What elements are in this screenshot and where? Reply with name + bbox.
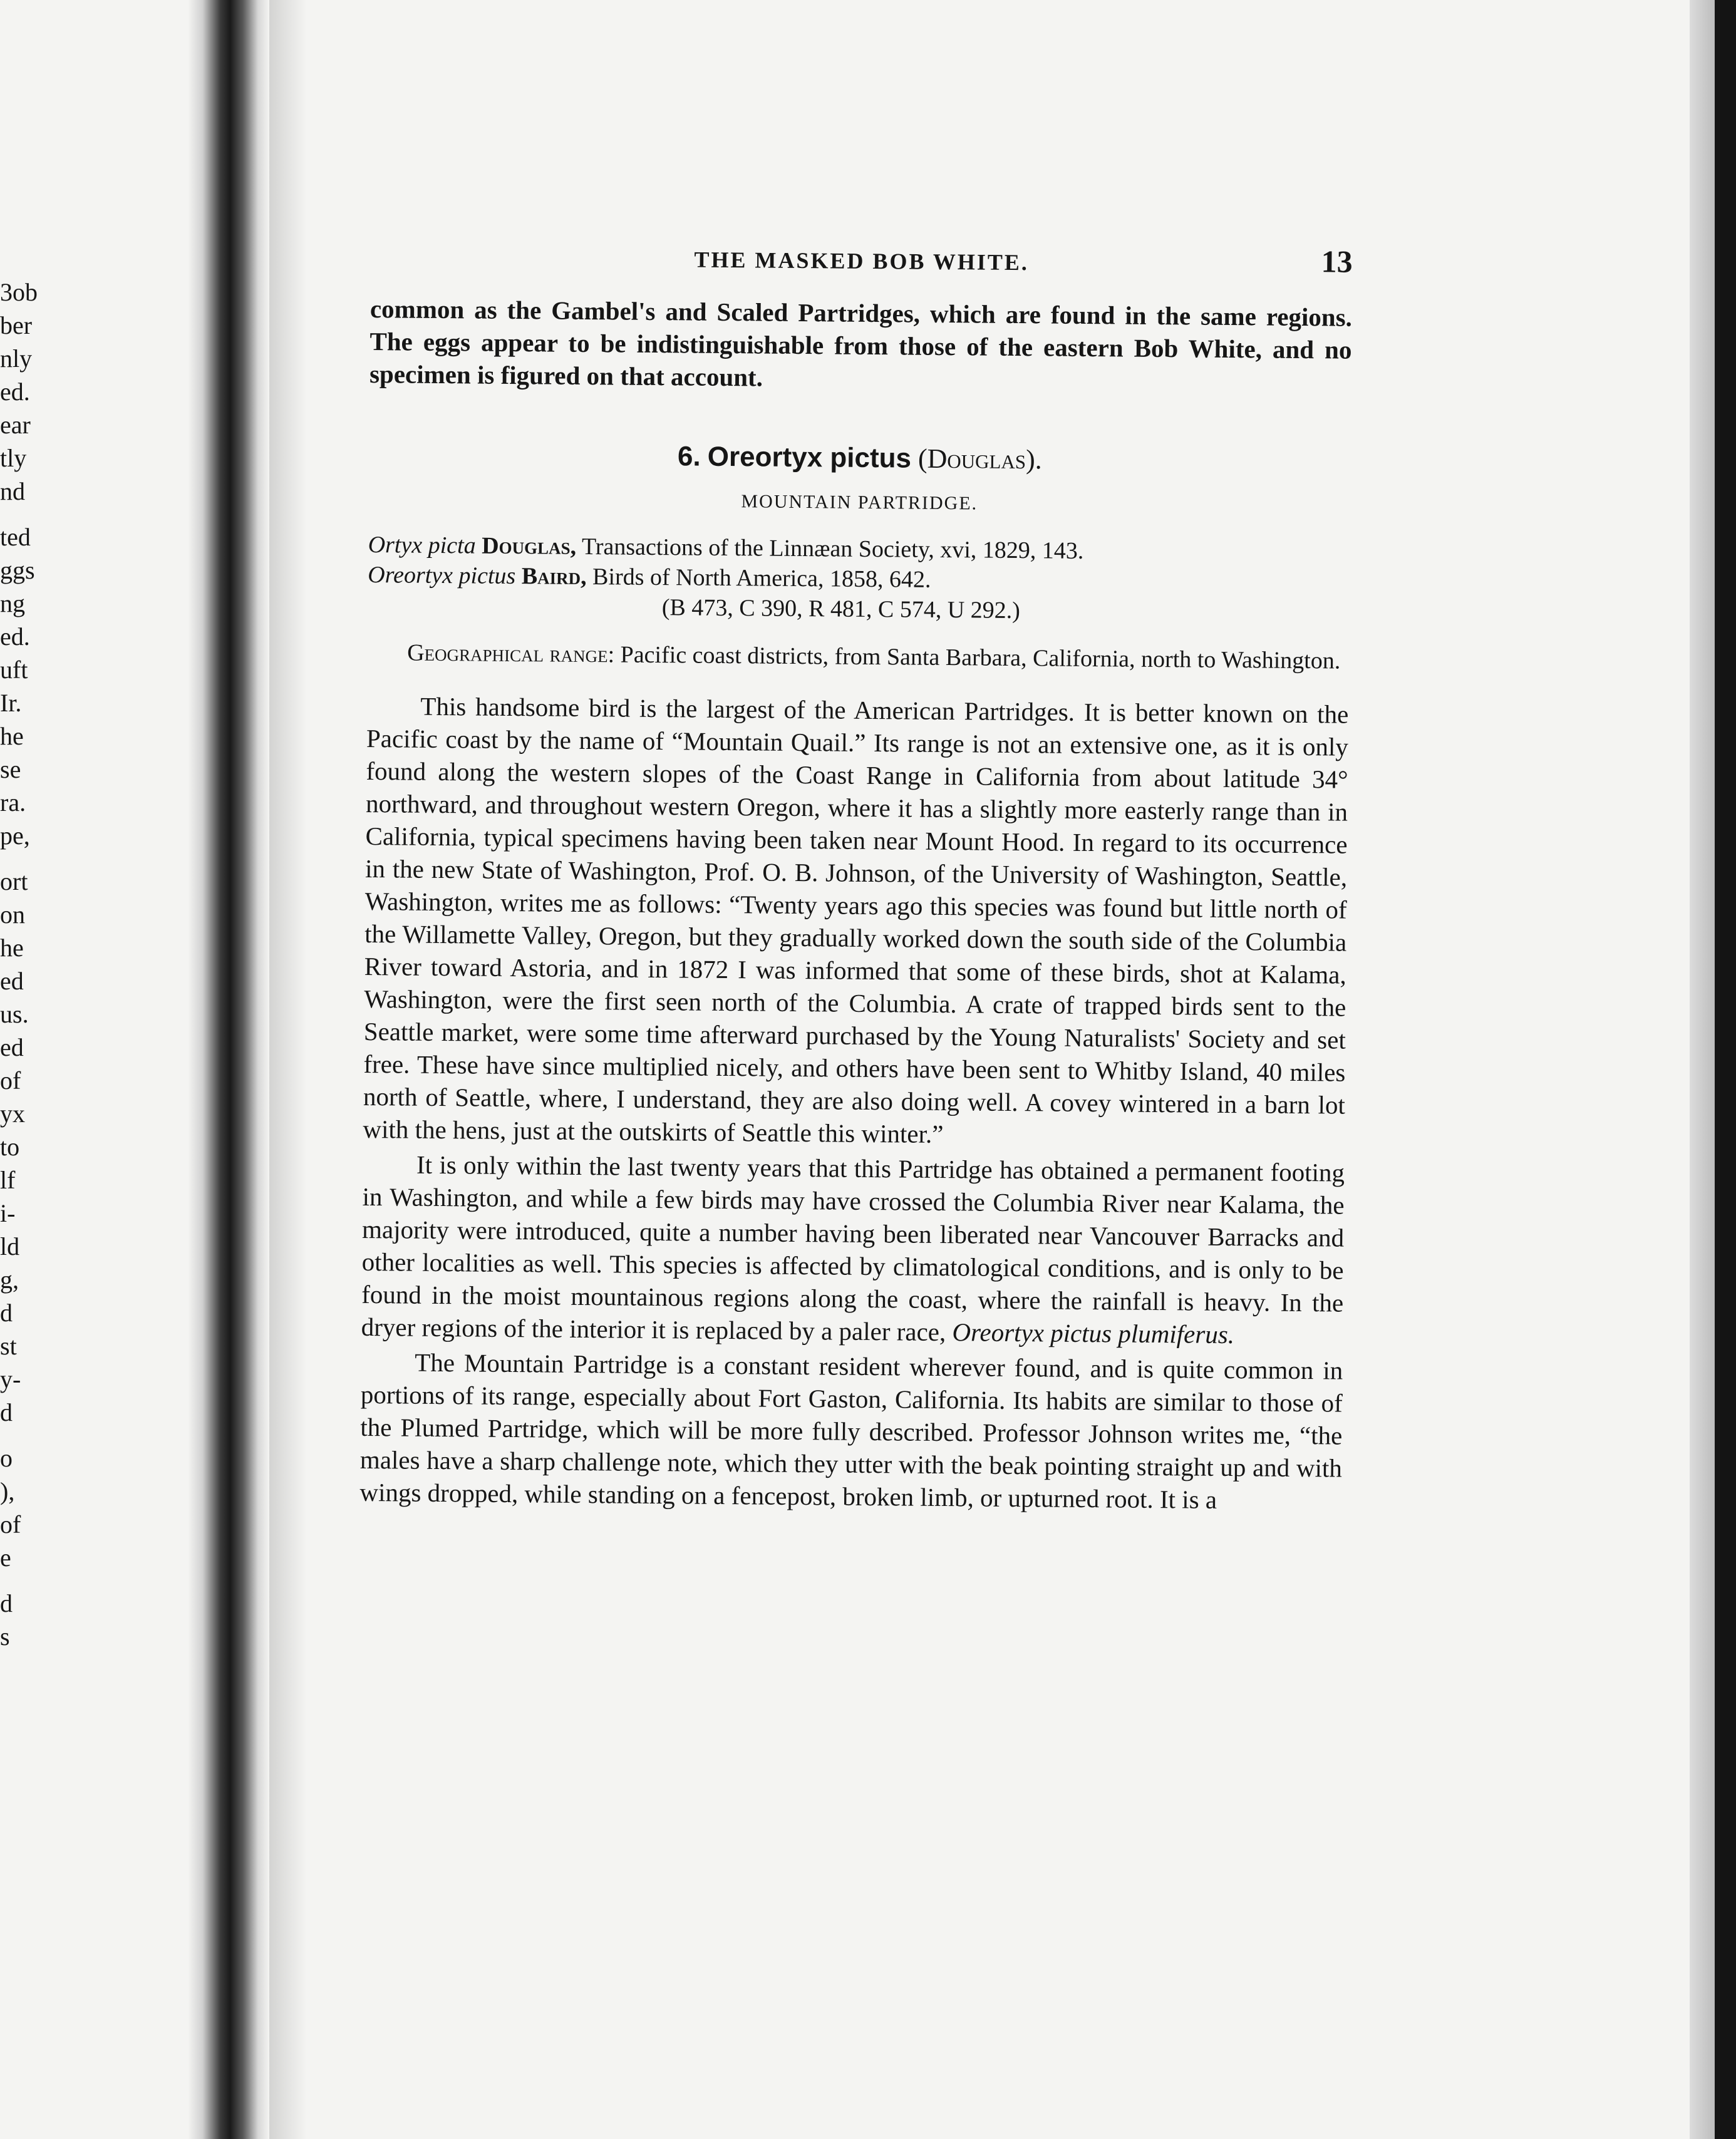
left-page-fragment: ed. [0, 622, 30, 651]
synonym-citation-2: Birds of North America, 1858, 642. [592, 564, 931, 593]
book-gutter [188, 0, 269, 2139]
left-page-fragment: lf [0, 1166, 16, 1194]
left-page-fragment: of [0, 1510, 21, 1539]
paragraph-2-text: It is only within the last twenty years that this Partridge has obtained a permanent footing in Washington, and while a few birds may have crossed the Columbia River near Kalama, the majority were introduced, quite a number having been liberated near Vancouver Barracks and other localities as well. This species is affected by climatological conditions, and is only to be found in the moist mountainous regions along the coast, where the rainfall is heavy. In the dryer regions of the interior it is replaced by a paler race, [361, 1150, 1345, 1347]
left-page-fragment: 3ob [0, 278, 38, 306]
left-page-text-fragments [0, 276, 60, 1653]
page-number: 13 [1321, 244, 1353, 279]
left-page-fragment: tly [0, 444, 27, 472]
paragraph-2 [361, 1148, 1345, 1352]
synonym-name-2: Oreortyx pictus [368, 561, 516, 590]
left-page-fragment: pe, [0, 822, 30, 850]
left-page-fragment: y- [0, 1365, 21, 1393]
left-page-fragment: yx [0, 1100, 25, 1128]
running-title: THE MASKED BOB WHITE. [694, 247, 1030, 276]
gutter-shadow [269, 0, 307, 2139]
left-page-fragment: g, [0, 1265, 19, 1294]
geographical-range-label: Geographical range: [406, 639, 615, 668]
left-page-fragment: ng [0, 589, 25, 617]
species-number: 6. [677, 441, 701, 472]
left-page-fragment: of [0, 1066, 21, 1095]
left-page-fragment: on [0, 900, 25, 929]
paragraph-3: The Mountain Partridge is a constant resident wherever found, and is quite common in portions of its range, especially about Fort Gaston, California. Its habits are similar to those of the Plumed Partridge, which will be more fully described. Professor Johnson writes me, “the males have a sharp challenge note, which they utter with the beak pointing straight up and with wings dropped, while standing on a fencepost, broken limb, or upturned root. It is a [359, 1348, 1343, 1514]
left-page-fragment: uft [0, 656, 28, 684]
geographical-range-text: Pacific coast districts, from Santa Barbara, California, north to Washington. [620, 641, 1341, 674]
body-text [359, 689, 1348, 1517]
species-scientific-name: Oreortyx pictus [707, 441, 912, 474]
geographical-range [367, 638, 1349, 676]
synonym-name-1: Ortyx picta [368, 531, 476, 559]
left-page-fragment: he [0, 934, 24, 962]
left-page-fragment: ted [0, 523, 31, 551]
left-page-fragment: d [0, 1589, 13, 1617]
left-page-fragment: o [0, 1444, 13, 1472]
page-header [370, 235, 1353, 301]
left-page-fragment: ear [0, 411, 31, 439]
left-page-fragment: ed [0, 967, 24, 995]
left-page-fragment: nd [0, 477, 25, 505]
species-common-name: MOUNTAIN PARTRIDGE. [741, 491, 978, 514]
left-page-fragment: ra. [0, 788, 26, 817]
left-page-fragment: he [0, 722, 24, 750]
opening-paragraph: common as the Gambel's and Scaled Partridges, which are found in the same regions. The eggs appear to be indistinguishable from those of the eastern Bob White, and no specimen is figured on that account. [369, 294, 1353, 392]
page-content [359, 235, 1353, 1517]
species-heading [369, 435, 1351, 482]
left-page-fragment: ed [0, 1033, 24, 1061]
left-page-fragment: ), [0, 1477, 15, 1505]
left-page-fragment: d [0, 1398, 13, 1426]
left-page-fragment: ed. [0, 378, 30, 406]
left-page-fragment: ggs [0, 556, 35, 584]
left-page-fragment: st [0, 1332, 17, 1360]
left-page-fragment: i- [0, 1199, 16, 1227]
left-page-fragment: nly [0, 344, 33, 373]
left-page-fragment: Ir. [0, 689, 22, 717]
right-scan-border [1715, 0, 1736, 2139]
species-authority: (Douglas). [917, 443, 1042, 475]
left-page-fragment: d [0, 1299, 13, 1327]
left-page-fragment: e [0, 1544, 11, 1572]
left-page-fragment: ber [0, 311, 33, 339]
right-page-edge [1690, 0, 1715, 2139]
synonymy-block [368, 530, 1350, 628]
synonym-author-2: Baird, [521, 563, 587, 590]
left-page-fragment: s [0, 1622, 10, 1651]
synonym-author-1: Douglas, [482, 532, 577, 560]
left-page-fragment: us. [0, 1000, 29, 1028]
synonymy-references: (B 473, C 390, R 481, C 574, U 292.) [661, 594, 1021, 624]
left-page-fragment: to [0, 1133, 20, 1161]
synonym-citation-1: Transactions of the Linnæan Society, xvi, 1829, 143. [581, 533, 1084, 564]
paragraph-1: This handsome bird is the largest of the American Partridges. It is better known on the Pacific coast by the name of “Mountain Quail.” Its range is not an extensive one, as it is only found along the western slopes of the Coast Range in California from about latitude 34° northward, and throughout western Oregon, where it has a slightly more easterly range than in California, typical specimens having been taken near Mount Hood. In regard to its occurrence in the new State of Washington, Prof. O. B. Johnson, of the University of Washington, Seattle, Washington, writes me as follows: “Twenty years ago this species was found but little north of the Willamette Valley, Oregon, but they gradually worked down the south side of the Columbia River toward Astoria, and in 1872 I was informed that some of these birds, shot at Kalama, Washington, were the first seen north of the Columbia. A crate of trapped birds sent to the Seattle market, were some time afterward purchased by the Young Naturalists' Society and set free. These have since multiplied nicely, and others have been sent to Whitby Island, 40 miles north of Seattle, where, I understand, they are also doing well. A covey wintered in a barn lot with the hens, just at the outskirts of Seattle this winter.” [363, 691, 1349, 1149]
paragraph-2-taxon: Oreortyx pictus plumiferus. [952, 1317, 1235, 1349]
left-page-fragment: se [0, 755, 21, 783]
left-page-fragment: ld [0, 1232, 20, 1260]
left-page-fragment: ort [0, 867, 28, 895]
